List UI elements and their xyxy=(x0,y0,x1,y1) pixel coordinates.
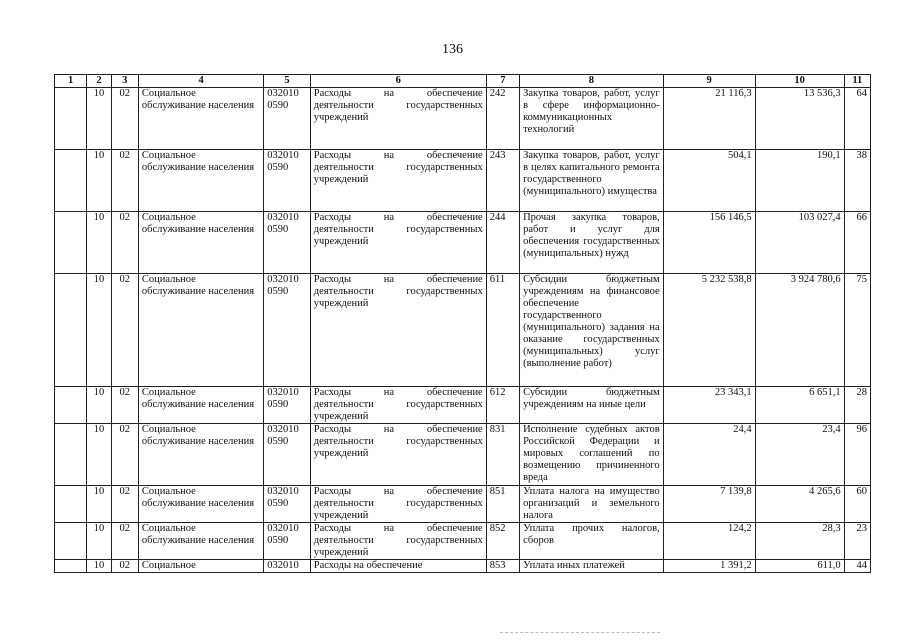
cell-target-name: Расходы на обеспечение деятельности государственных учреждений xyxy=(310,212,486,274)
cell-amount-plan: 24,4 xyxy=(663,424,755,486)
cell-amount-plan: 1 391,2 xyxy=(663,560,755,573)
cell-percent: 75 xyxy=(844,274,870,387)
cell-subsection-name: Социальное обслуживание населения xyxy=(138,424,263,486)
cell-subsection: 02 xyxy=(111,212,138,274)
table-row xyxy=(55,274,871,387)
cell-subsection: 02 xyxy=(111,486,138,523)
cell-percent: 96 xyxy=(844,424,870,486)
cell-amount-actual: 3 924 780,6 xyxy=(755,274,844,387)
cell-expense-name: Уплата прочих налогов, сборов xyxy=(520,523,664,560)
cell-expense-code: 612 xyxy=(486,387,519,424)
column-header: 9 xyxy=(663,75,755,88)
cell-expense-name: Закупка товаров, работ, услуг в целях капитального ремонта государственного (муниципального) имущества xyxy=(520,150,664,212)
cell-expense-code: 244 xyxy=(486,212,519,274)
cell-subsection-name: Социальное обслуживание населения xyxy=(138,387,263,424)
table-row xyxy=(55,387,871,424)
cell-amount-actual: 23,4 xyxy=(755,424,844,486)
cell-expense-name: Исполнение судебных актов Российской Федерации и мировых соглашений по возмещению причиненного вреда xyxy=(520,424,664,486)
column-header: 8 xyxy=(520,75,664,88)
cell-amount-actual: 611,0 xyxy=(755,560,844,573)
cell-subsection: 02 xyxy=(111,523,138,560)
cell-subsection-name: Социальное обслуживание населения xyxy=(138,486,263,523)
column-header: 5 xyxy=(264,75,311,88)
cell-expense-name: Уплата налога на имущество организаций и земельного налога xyxy=(520,486,664,523)
cell-percent: 64 xyxy=(844,88,870,150)
column-header: 3 xyxy=(111,75,138,88)
cell-target-name: Расходы на обеспечение деятельности государственных учреждений xyxy=(310,387,486,424)
column-header: 2 xyxy=(87,75,111,88)
cell-target-code: 032010 0590 xyxy=(264,486,311,523)
cell-subsection: 02 xyxy=(111,150,138,212)
cell-expense-name: Прочая закупка товаров, работ и услуг для обеспечения государственных (муниципальных) нужд xyxy=(520,212,664,274)
cell-amount-plan: 7 139,8 xyxy=(663,486,755,523)
cell-amount-actual: 13 536,3 xyxy=(755,88,844,150)
cell-subsection-name: Социальное обслуживание населения xyxy=(138,274,263,387)
cell-chapter: 10 xyxy=(87,560,111,573)
cell-amount-actual: 4 265,6 xyxy=(755,486,844,523)
table-row xyxy=(55,486,871,523)
column-header: 7 xyxy=(486,75,519,88)
scan-artifact xyxy=(500,632,660,634)
column-header: 10 xyxy=(755,75,844,88)
cell-amount-actual: 6 651,1 xyxy=(755,387,844,424)
cell-target-name: Расходы на обеспечение деятельности государственных учреждений xyxy=(310,486,486,523)
cell-expense-code: 853 xyxy=(486,560,519,573)
cell-target-name: Расходы на обеспечение деятельности государственных учреждений xyxy=(310,274,486,387)
cell-percent: 28 xyxy=(844,387,870,424)
cell-percent: 44 xyxy=(844,560,870,573)
column-header: 11 xyxy=(844,75,870,88)
cell-chapter: 10 xyxy=(87,274,111,387)
cell-amount-actual: 28,3 xyxy=(755,523,844,560)
cell-chapter: 10 xyxy=(87,486,111,523)
cell-target-name: Расходы на обеспечение деятельности государственных учреждений xyxy=(310,150,486,212)
cell-amount-plan: 23 343,1 xyxy=(663,387,755,424)
column-header: 4 xyxy=(138,75,263,88)
cell-expense-code: 611 xyxy=(486,274,519,387)
column-header: 1 xyxy=(55,75,87,88)
cell-target-code: 032010 0590 xyxy=(264,387,311,424)
cell-expense-name: Уплата иных платежей xyxy=(520,560,664,573)
cell-subsection: 02 xyxy=(111,424,138,486)
table-header-row xyxy=(55,75,871,88)
cell-amount-plan: 156 146,5 xyxy=(663,212,755,274)
cell-percent: 23 xyxy=(844,523,870,560)
cell-target-code: 032010 0590 xyxy=(264,212,311,274)
cell-target-code: 032010 0590 xyxy=(264,150,311,212)
cell-subsection: 02 xyxy=(111,88,138,150)
cell-expense-name: Закупка товаров, работ, услуг в сфере информационно-коммуникационных технологий xyxy=(520,88,664,150)
cell-target-code: 032010 0590 xyxy=(264,88,311,150)
cell-expense-name: Субсидии бюджетным учреждениям на иные цели xyxy=(520,387,664,424)
cell-subsection-name: Социальное обслуживание населения xyxy=(138,88,263,150)
cell-section xyxy=(55,424,87,486)
cell-expense-code: 852 xyxy=(486,523,519,560)
cell-chapter: 10 xyxy=(87,150,111,212)
cell-chapter: 10 xyxy=(87,88,111,150)
cell-amount-plan: 21 116,3 xyxy=(663,88,755,150)
table-row xyxy=(55,560,871,573)
cell-target-name: Расходы на обеспечение деятельности государственных учреждений xyxy=(310,88,486,150)
cell-section xyxy=(55,150,87,212)
table-row xyxy=(55,150,871,212)
cell-section xyxy=(55,387,87,424)
cell-subsection: 02 xyxy=(111,387,138,424)
table-row xyxy=(55,212,871,274)
cell-amount-plan: 124,2 xyxy=(663,523,755,560)
cell-chapter: 10 xyxy=(87,424,111,486)
budget-table xyxy=(54,74,871,573)
cell-expense-code: 831 xyxy=(486,424,519,486)
cell-target-code: 032010 0590 xyxy=(264,424,311,486)
cell-target-code: 032010 0590 xyxy=(264,523,311,560)
cell-section xyxy=(55,212,87,274)
table-row xyxy=(55,88,871,150)
cell-expense-code: 242 xyxy=(486,88,519,150)
cell-subsection: 02 xyxy=(111,274,138,387)
cell-subsection-name: Социальное обслуживание населения xyxy=(138,523,263,560)
cell-expense-name: Субсидии бюджетным учреждениям на финансовое обеспечение государственного (муниципального) задания на оказание государственных (муниципальных) услуг (выполнение работ) xyxy=(520,274,664,387)
cell-chapter: 10 xyxy=(87,523,111,560)
cell-target-name: Расходы на обеспечение деятельности государственных учреждений xyxy=(310,523,486,560)
table-row xyxy=(55,424,871,486)
cell-percent: 38 xyxy=(844,150,870,212)
cell-chapter: 10 xyxy=(87,387,111,424)
cell-amount-actual: 190,1 xyxy=(755,150,844,212)
cell-subsection-name: Социальное обслуживание населения xyxy=(138,212,263,274)
cell-percent: 60 xyxy=(844,486,870,523)
cell-subsection-name: Социальное обслуживание населения xyxy=(138,150,263,212)
cell-percent: 66 xyxy=(844,212,870,274)
page-number: 136 xyxy=(442,42,463,57)
column-header: 6 xyxy=(310,75,486,88)
cell-subsection: 02 xyxy=(111,560,138,573)
cell-section xyxy=(55,560,87,573)
cell-target-name: Расходы на обеспечение деятельности государственных учреждений xyxy=(310,424,486,486)
cell-chapter: 10 xyxy=(87,212,111,274)
cell-subsection-name: Социальное xyxy=(138,560,263,573)
cell-target-code: 032010 0590 xyxy=(264,274,311,387)
cell-target-name: Расходы на обеспечение xyxy=(310,560,486,573)
cell-section xyxy=(55,274,87,387)
cell-amount-plan: 504,1 xyxy=(663,150,755,212)
cell-target-code: 032010 xyxy=(264,560,311,573)
cell-expense-code: 243 xyxy=(486,150,519,212)
cell-section xyxy=(55,486,87,523)
cell-expense-code: 851 xyxy=(486,486,519,523)
table-row xyxy=(55,523,871,560)
cell-amount-actual: 103 027,4 xyxy=(755,212,844,274)
cell-section xyxy=(55,523,87,560)
cell-amount-plan: 5 232 538,8 xyxy=(663,274,755,387)
cell-section xyxy=(55,88,87,150)
